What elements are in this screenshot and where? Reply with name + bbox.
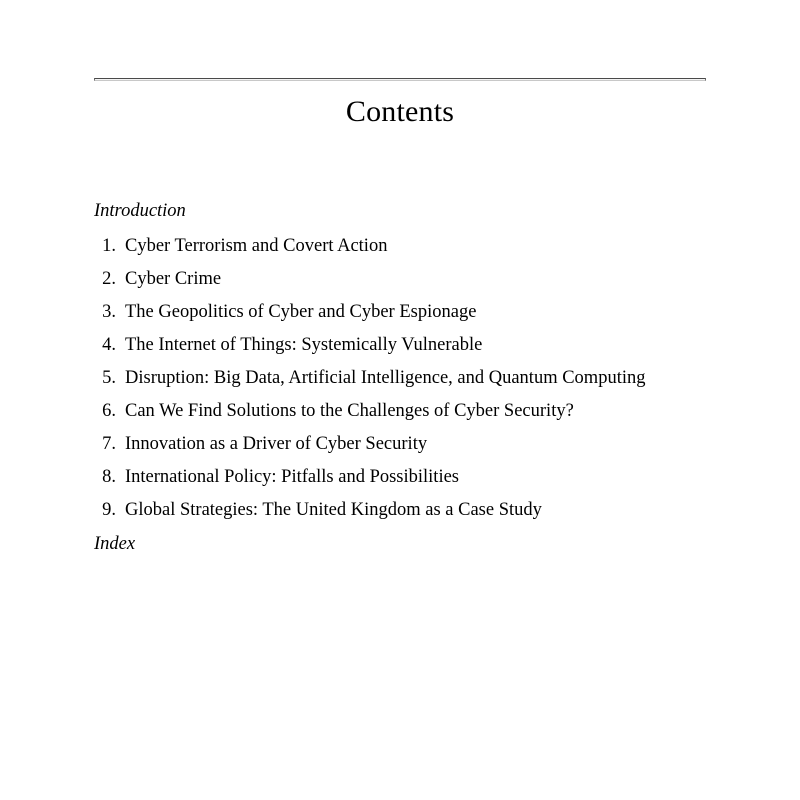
toc-entry bbox=[94, 329, 734, 362]
toc-entry bbox=[94, 461, 734, 494]
toc-entry bbox=[94, 494, 734, 527]
toc-entry-title: Cyber Terrorism and Covert Action bbox=[125, 236, 388, 256]
toc-entry-number: 9. bbox=[102, 500, 116, 520]
toc-entry-title: The Internet of Things: Systemically Vulnerable bbox=[125, 335, 483, 355]
toc-entry-introduction: Introduction bbox=[94, 201, 186, 221]
toc-entry-title: International Policy: Pitfalls and Possibilities bbox=[125, 467, 460, 487]
toc-entry-title: Innovation as a Driver of Cyber Security bbox=[125, 434, 428, 454]
toc-entry-number: 6. bbox=[102, 401, 116, 421]
toc-entry-title: The Geopolitics of Cyber and Cyber Espionage bbox=[125, 302, 477, 322]
toc-entry bbox=[94, 362, 734, 395]
toc-entry-number: 7. bbox=[102, 434, 116, 454]
toc-entry-title: Disruption: Big Data, Artificial Intelligence, and Quantum Computing bbox=[125, 368, 646, 388]
toc-entry bbox=[94, 263, 734, 296]
toc-entry-title: Cyber Crime bbox=[125, 269, 222, 289]
toc-entry-number: 8. bbox=[102, 467, 116, 487]
toc-entry-number: 2. bbox=[102, 269, 116, 289]
toc-entry-title: Can We Find Solutions to the Challenges of Cyber Security? bbox=[125, 401, 574, 421]
toc-entry-index: Index bbox=[94, 534, 136, 554]
toc-entry bbox=[94, 395, 734, 428]
toc-entry bbox=[94, 296, 734, 329]
chapter-list bbox=[94, 230, 734, 527]
page-title: Contents bbox=[345, 95, 455, 128]
toc-entry bbox=[94, 230, 734, 263]
toc-entry-number: 4. bbox=[102, 335, 116, 355]
header-divider bbox=[94, 78, 706, 81]
toc-entry-number: 5. bbox=[102, 368, 116, 388]
toc-entry-number: 3. bbox=[102, 302, 116, 322]
toc-entry-title: Global Strategies: The United Kingdom as a Case Study bbox=[125, 500, 542, 520]
toc-entry bbox=[94, 428, 734, 461]
table-of-contents bbox=[94, 197, 734, 558]
toc-entry-number: 1. bbox=[102, 236, 116, 256]
